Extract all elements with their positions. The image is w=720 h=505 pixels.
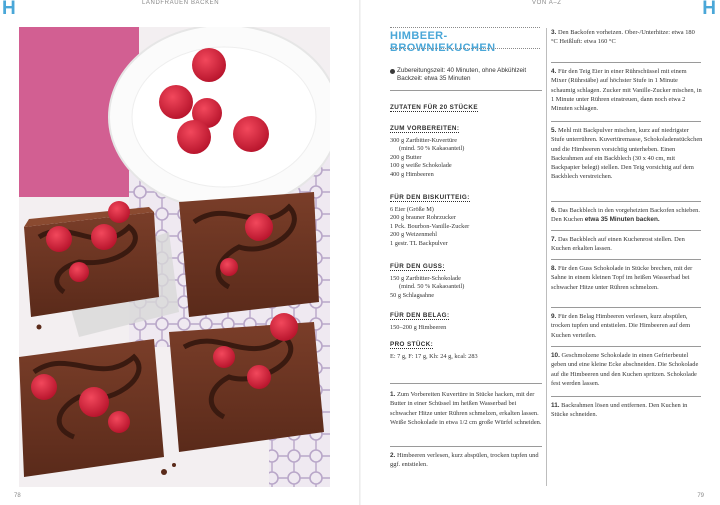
title-rule-bottom xyxy=(390,48,540,49)
step-8: 8. Für den Guss Schokolade in Stücke brechen, mit der Sahne in einem kleinen Topf im heißen Wasserbad bei schwacher Hitze unter Rühren schmelzen. xyxy=(551,265,693,291)
ingredient: 300 g Zartbitter-Kuvertüre xyxy=(390,137,458,144)
ingredient: 200 g brauner Rohrzucker xyxy=(390,214,456,222)
step-rule xyxy=(551,121,701,122)
ingredient: 50 g Schlagsahne xyxy=(390,291,435,299)
step-6: 6. Das Backblech in den vorgeheizten Backofen schieben. Den Kuchen etwa 35 Minuten backen. xyxy=(551,207,700,224)
step-11: 11. Backrahmen lösen und entfernen. Den Kuchen in Stücke schneiden. xyxy=(551,402,688,419)
running-head-right: VON A–Z xyxy=(532,0,562,6)
letter-mark-right: H xyxy=(702,0,716,19)
step-rule xyxy=(551,396,701,397)
page-number-right: 79 xyxy=(697,493,704,499)
step-9: 9. Für den Belag Himbeeren verlesen, kurz abspülen, trocken tupfen und entstielen. Die Himbeeren auf dem Kuchen verteilen. xyxy=(551,313,691,339)
step-rule xyxy=(551,307,701,308)
recipe-meta xyxy=(390,67,542,84)
ingredient: 150 g Zartbitter-Schokolade xyxy=(390,275,461,282)
ingredient: 150–200 g Himbeeren xyxy=(390,324,447,331)
ingredient: (mind. 50 % Kakaoanteil) xyxy=(399,283,465,291)
section-head-topping: FÜR DEN BELAG: xyxy=(390,312,450,319)
page-number-left: 78 xyxy=(14,493,21,499)
ingredient: 200 g Butter xyxy=(390,153,422,161)
step-4: 4. Für den Teig Eier in einer Rührschüssel mit einem Mixer (Rührstäbe) auf höchster Stufe in 1 Minute schaumig schlagen. Zucker mit Vanille-Zucker mischen, in 1 Minute unter Rühren einstreuen, dann noch etwa 2 Minuten schlagen. xyxy=(551,68,702,113)
step-rule xyxy=(551,62,701,63)
title-rule-top xyxy=(390,27,540,28)
letter-mark-left: H xyxy=(2,0,16,19)
step-3: 3. Den Backofen vorheizen. Ober-/Unterhitze: etwa 180 °C Heißluft: etwa 160 °C xyxy=(551,29,695,46)
steps-rule xyxy=(390,383,542,384)
ingredient: 1 gestr. TL Backpulver xyxy=(390,239,448,247)
ingredient: (mind. 50 % Kakaoanteil) xyxy=(399,145,465,153)
ingredient: 1 Pck. Bourbon-Vanille-Zucker xyxy=(390,222,470,230)
step-5: 5. Mehl mit Backpulver mischen, kurz auf niedrigster Stufe unterrühren. Kuvertüremasse, Schokoladenstückchen und die Himbeeren vorsichtig unterheben. Einen Backrahmen auf ein Backblech (30 x 40 cm, mit Backpapier belegt) stellen. Den Teig vorsichtig auf dem Backblech verstreichen. xyxy=(551,127,703,181)
step-rule xyxy=(390,446,542,447)
ingredient: 200 g Weizenmehl xyxy=(390,231,437,239)
step-2: 2. Himbeeren verlesen, kurz abspülen, trocken tupfen und ggf. entstielen. xyxy=(390,452,539,469)
step-rule xyxy=(551,201,701,202)
nutrition-info xyxy=(390,353,542,361)
ingredient: 6 Eier (Größe M) xyxy=(390,206,434,213)
ingredients-prepare xyxy=(390,137,542,179)
step-1: 1. Zum Vorbereiten Kuvertüre in Stücke hacken, mit der Butter in einer Schüssel im heißen Wasserbad bei schwacher Hitze unter Rühren schmelzen, erkalten lassen. Weiße Schokolade in etwa 1/2 cm große Würfel schneiden. xyxy=(390,391,542,426)
ingredient: 400 g Himbeeren xyxy=(390,170,434,178)
ingredients-glaze xyxy=(390,275,542,300)
brownie-photo xyxy=(19,27,330,487)
ingredient: 100 g weiße Schokolade xyxy=(390,162,452,170)
meta-text: Zubereitungszeit: 40 Minuten, ohne Abkühlzeit Backzeit: etwa 35 Minuten xyxy=(397,67,527,83)
servings-head: ZUTATEN FÜR 20 STÜCKE xyxy=(390,104,478,111)
page-gutter xyxy=(359,0,361,505)
step-10: 10. Geschmolzene Schokolade in einen Gefrierbeutel geben und eine kleine Ecke abschneiden. Die Schokolade auf die Himbeeren und den Kuchen spritzen. Schokolade fest werden lassen. xyxy=(551,352,699,387)
running-head-left: LANDFRAUEN BACKEN xyxy=(142,0,220,6)
ingredient: E: 7 g, F: 17 g, Kh: 24 g, kcal: 283 xyxy=(390,353,478,360)
recipe-title: HIMBEER-BROWNIEKUCHEN xyxy=(390,30,496,54)
step-rule xyxy=(551,346,701,347)
step-7: 7. Das Backblech auf einen Kuchenrost stellen. Den Kuchen erkalten lassen. xyxy=(551,236,685,253)
clock-icon xyxy=(390,69,395,74)
ingredients-topping xyxy=(390,324,542,332)
column-divider xyxy=(546,28,547,486)
step-rule xyxy=(551,230,701,231)
section-head-glaze: FÜR DEN GUSS: xyxy=(390,263,445,270)
section-head-nutrition: PRO STÜCK: xyxy=(390,341,434,348)
step-rule xyxy=(551,259,701,260)
section-head-batter: FÜR DEN BISKUITTEIG: xyxy=(390,194,470,201)
section-head-prepare: ZUM VORBEREITEN: xyxy=(390,125,460,132)
meta-rule xyxy=(390,90,542,91)
ingredients-batter xyxy=(390,206,542,248)
